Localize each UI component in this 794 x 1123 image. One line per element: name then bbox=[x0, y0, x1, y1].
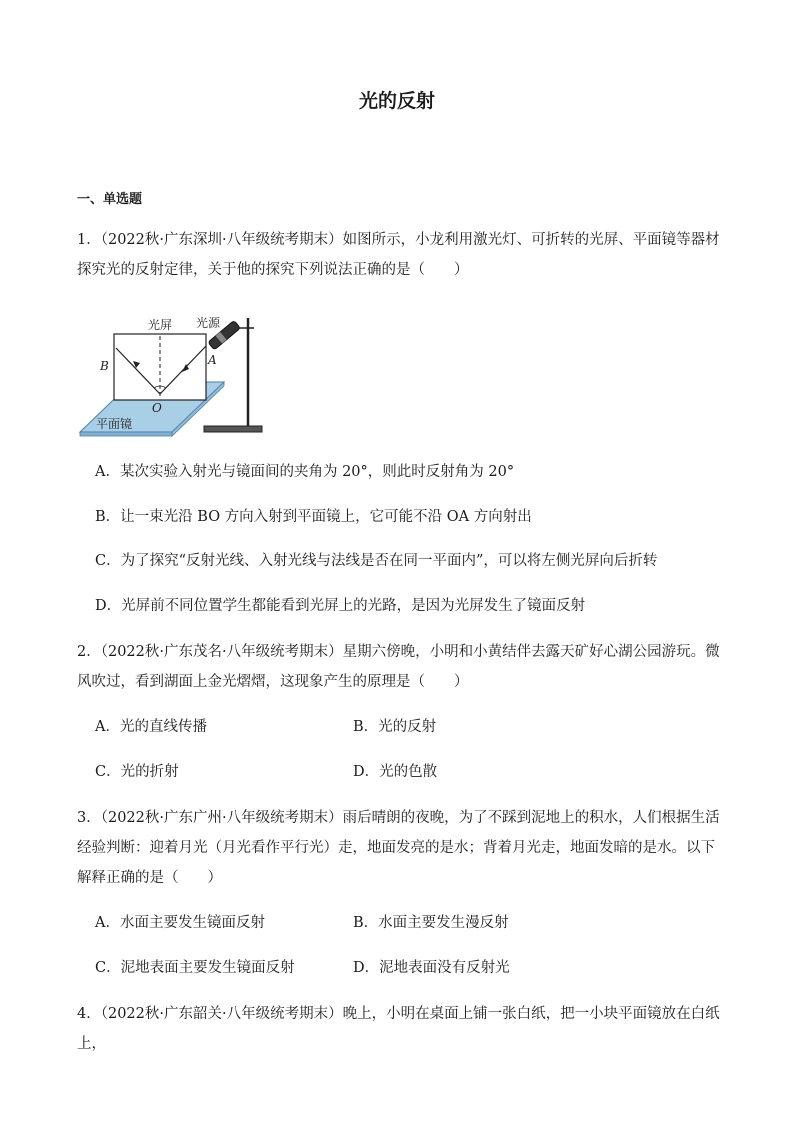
question-1-option-c[interactable]: C．为了探究“反射光线、入射光线与法线是否在同一平面内”，可以将左侧光屏向后折转 bbox=[95, 553, 658, 569]
question-1-option-d[interactable]: D．光屏前不同位置学生都能看到光屏上的光路，是因为光屏发生了镜面反射 bbox=[95, 598, 586, 614]
stand-base bbox=[204, 426, 262, 432]
question-1-option-a[interactable]: A．某次实验入射光与镜面间的夹角为 20°，则此时反射角为 20° bbox=[95, 464, 515, 480]
question-2-option-d[interactable]: D．光的色散 bbox=[353, 764, 438, 780]
point-b-label: B bbox=[100, 359, 109, 373]
question-1-option-b[interactable]: B．让一束光沿 BO 方向入射到平面镜上，它可能不沿 OA 方向射出 bbox=[95, 509, 532, 525]
reflection-experiment-diagram bbox=[78, 306, 264, 438]
question-2-stem: 2．（2022秋·广东茂名·八年级统考期末）星期六傍晚，小明和小黄结伴去露天矿好心湖公园游玩。微风吹过，看到湖面上金光熠熠，这现象产生的原理是（ ） bbox=[77, 644, 720, 690]
question-4-stem: 4．（2022秋·广东韶关·八年级统考期末）晚上，小明在桌面上铺一张白纸，把一小块平面镜放在白纸上， bbox=[77, 1006, 720, 1052]
question-3-option-a[interactable]: A．水面主要发生镜面反射 bbox=[95, 915, 265, 931]
point-a-label: A bbox=[208, 353, 217, 367]
question-2-option-a[interactable]: A．光的直线传播 bbox=[95, 719, 207, 735]
question-3-stem: 3．（2022秋·广东广州·八年级统考期末）雨后晴朗的夜晚，为了不踩到泥地上的积水，人们根据生活经验判断：迎着月光（月光看作平行光）走，地面发亮的是水；背着月光走，地面发暗的是水。以下解释正确的是（ ） bbox=[77, 810, 720, 886]
question-3-option-d[interactable]: D．泥地表面没有反射光 bbox=[353, 960, 510, 976]
mirror-edge-shape bbox=[80, 432, 172, 436]
question-1-figure bbox=[78, 306, 264, 442]
point-o-label: O bbox=[152, 401, 162, 415]
mirror-label: 平面镜 bbox=[96, 417, 133, 431]
source-label: 光源 bbox=[196, 316, 221, 330]
question-3-option-b[interactable]: B．水面主要发生漫反射 bbox=[353, 915, 509, 931]
page-title: 光的反射 bbox=[358, 90, 435, 112]
screen-label: 光屏 bbox=[148, 318, 173, 332]
question-1-stem: 1．（2022秋·广东深圳·八年级统考期末）如图所示，小龙利用激光灯、可折转的光屏、平面镜等器材探究光的反射定律，关于他的探究下列说法正确的是（ ） bbox=[77, 232, 720, 278]
section-heading: 一、单选题 bbox=[77, 192, 143, 207]
question-2-option-c[interactable]: C．光的折射 bbox=[95, 764, 179, 780]
question-2-option-b[interactable]: B．光的反射 bbox=[353, 719, 437, 735]
question-3-option-c[interactable]: C．泥地表面主要发生镜面反射 bbox=[95, 960, 295, 976]
